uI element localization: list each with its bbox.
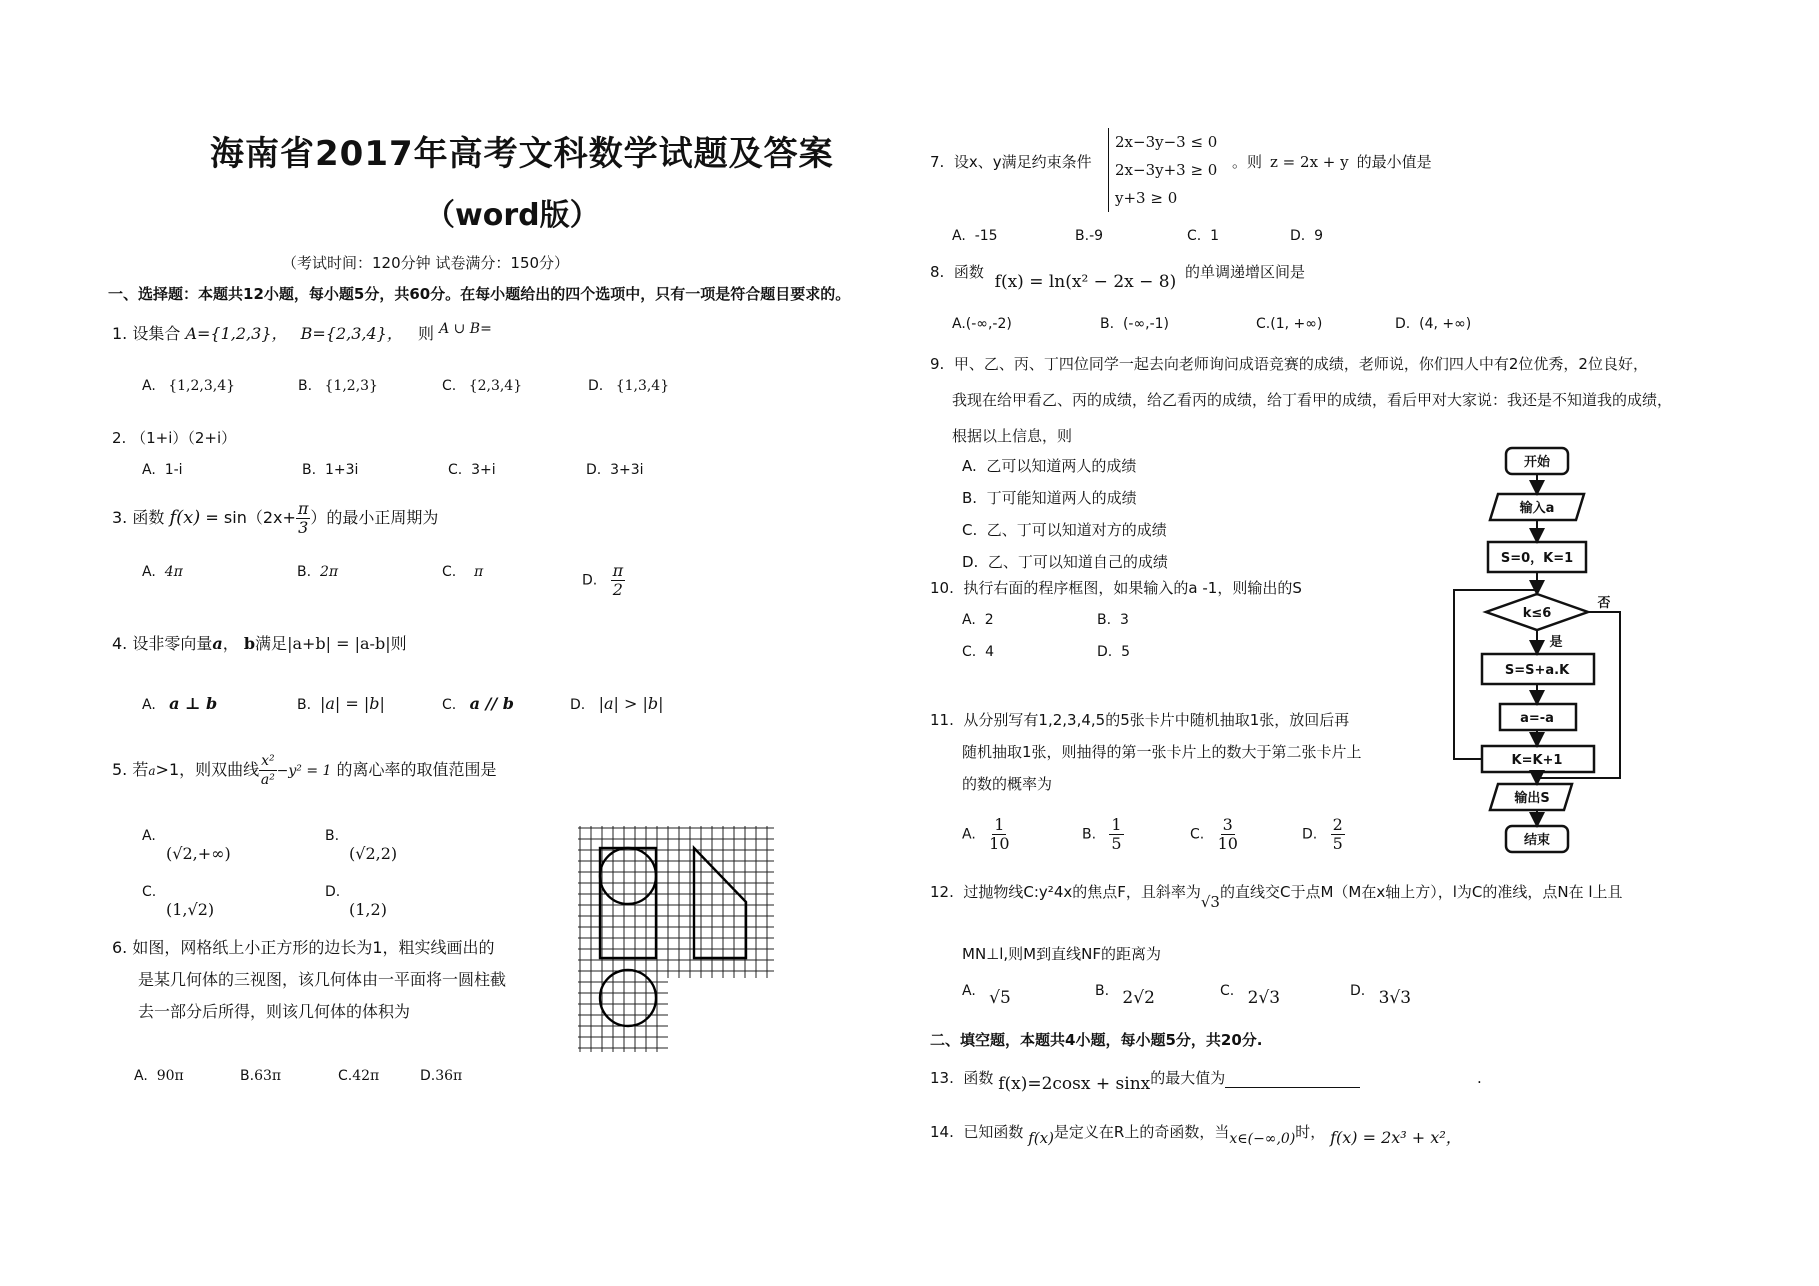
q5-option-c: C. (1,√2) [142,884,215,919]
q8-option-d: D. (4, +∞) [1395,316,1472,332]
q8-option-c: C.(1, +∞) [1256,316,1323,332]
q10-option-b: B. 3 [1097,612,1129,628]
q1-option-c: C. {2,3,4} [442,378,523,394]
q1-option-a: A. {1,2,3,4} [142,378,236,394]
q9-options [962,450,1168,578]
q7-option-b: B.-9 [1075,228,1104,244]
q12-option-b: B. 2√2 [1095,983,1155,1008]
question-9: 9. 甲、乙、丙、丁四位同学一起去向老师询问成语竞赛的成绩，老师说，你们四人中有2位优秀，2位良好， 我现在给甲看乙、丙的成绩，给乙看丙的成绩，给丁看甲的成绩，看后甲对大家说：我还是不知道我的成绩， 根据以上信息，则 [930,355,1673,445]
q2-option-c: C. 3+i [448,462,496,478]
q9-option-c: C. 乙、丁可以知道对方的成绩 [962,521,1167,539]
q7-tail: 。则 z = 2x + y 的最小值是 [1232,153,1432,171]
q10-option-c: C. 4 [962,644,995,660]
q1-option-d: D. {1,3,4} [588,378,670,394]
q3-option-a: A. 4π [142,564,183,580]
question-5: 5. 若a>1，则双曲线 $\frac{\text{x²}}{\text{a²}}$ −y² = 1 的离心率的取值范围是 [112,753,497,788]
flowchart [1448,442,1628,862]
section2-heading: 二、填空题，本题共4小题，每小题5分，共20分. [930,1031,1263,1049]
question-6: 6. 如图，网格纸上小正方形的边长为1，粗实线画出的 是某几何体的三视图，该几何体由一平面将一圆柱截 去一部分后所得，则该几何体的体积为 [112,938,507,1021]
q6-option-a: A. 90π [134,1068,184,1084]
q8-option-a: A.(-∞,-2) [952,316,1012,332]
flow-start-label: 开始 [1523,455,1551,470]
q9-option-a: A. 乙可以知道两人的成绩 [962,457,1137,475]
q7-option-d: D. 9 [1290,228,1324,244]
page-subtitle: （word版） [425,198,600,233]
q4-option-b: B. |a| = |b| [297,694,385,713]
q9-option-b: B. 丁可能知道两人的成绩 [962,489,1137,507]
q1-expr: A ∪ B= [439,321,492,337]
top-view-circle [600,970,656,1026]
q2-option-d: D. 3+3i [586,462,644,478]
flow-yes-label: 是 [1549,635,1563,650]
three-view-figure [578,826,774,1052]
q5-option-a: A. (√2,+∞) [142,828,231,863]
question-10: 10. 执行右面的程序框图，如果输入的a -1，则输出的S [930,579,1302,597]
q11-option-b: B. $\frac{1}{5}$ [1082,815,1122,853]
flow-input-label: 输入a [1519,501,1555,516]
section1-heading: 一、选择题：本题共12小题，每小题5分，共60分。在每小题给出的四个选项中，只有一项是符合题目要求的。 [108,285,851,303]
q8-func: f(x) = ln(x² − 2x − 8) [994,272,1177,292]
q2-option-a: A. 1-i [142,462,183,478]
q13-func: f(x)=2cosx + sinx [998,1074,1151,1094]
q1-set-b: B={2,3,4}， [300,324,403,343]
q4-option-a: A. a ⊥ b [142,694,218,713]
question-2: 2. （1+i）（2+i） [112,429,237,447]
flow-condition-label: k≤6 [1522,606,1552,621]
q1-num: 1. [112,324,128,343]
q4-option-d: D. |a| > |b| [570,694,664,713]
exam-info: （考试时间：120分钟 试卷满分：150分） [282,254,570,272]
side-view-outline [694,848,746,958]
q10-option-a: A. 2 [962,612,994,628]
q7-option-a: A. -15 [952,228,998,244]
q6-option-c: C.42π [338,1068,380,1084]
flow-end-label: 结束 [1523,833,1551,848]
question-7: 7. 设x、y满足约束条件 [930,153,1092,171]
q11-option-c: C. $\frac{3}{10}$ [1190,815,1238,853]
q3-func: f(x) [169,507,201,528]
q5-option-b: B. (√2,2) [325,828,398,863]
q12-option-a: A. √5 [962,983,1011,1008]
question-13: 13. 函数 f(x)=2cosx + sinx的最大值为 . [930,1069,1482,1094]
front-view-circle [600,848,656,904]
q12-line2: MN⊥l,则M到直线NF的距离为 [962,945,1161,963]
q1-tail: 则 [417,324,434,343]
q6-option-b: B.63π [240,1068,282,1084]
question-8: 8. 函数 f(x) = ln(x² − 2x − 8) 的单调递增区间是 [930,263,1306,292]
q11-option-a: A. $\frac{1}{10}$ [962,815,1010,853]
q3-option-d: D. $\frac{\pi}{2}$ [582,561,624,599]
flow-output-label: 输出S [1514,791,1550,806]
flow-no-label: 否 [1597,596,1611,611]
q2-option-b: B. 1+3i [302,462,359,478]
question-14: 14. 已知函数 f(x)是定义在R上的奇函数，当x∈(−∞,0)时， f(x) = 2x³ + x²， [930,1123,1462,1147]
question-3: 3. 函数 f(x) = sin（2x+ $\frac{\pi}{3}$ ）的最小正周期为 [112,499,439,537]
q12-option-c: C. 2√3 [1220,983,1281,1008]
q6-option-d: D.36π [420,1068,463,1084]
q3-option-b: B. 2π [297,564,339,580]
flow-step1-label: S=S+a.K [1504,663,1570,678]
q11-option-d: D. $\frac{2}{5}$ [1302,815,1343,853]
q1-set-a: A={1,2,3}， [185,324,288,343]
q5-option-d: D. (1,2) [325,884,387,919]
q8-option-b: B. (-∞,-1) [1100,316,1170,332]
q10-option-d: D. 5 [1097,644,1131,660]
q1-stem: 设集合 [132,324,181,343]
q13-answer-blank [1225,1071,1360,1088]
flow-init-label: S=0，K=1 [1500,551,1574,566]
q7-option-c: C. 1 [1187,228,1220,244]
q1-option-b: B. {1,2,3} [298,378,378,394]
question-4: 4. 设非零向量a， b满足|a+b| = |a-b|则 [112,634,407,653]
question-12: 12. 过抛物线C:y²4x的焦点F，且斜率为√3的直线交C于点M（M在x轴上方），l为C的准线，点N在 l上且 [930,883,1623,911]
q7-constraints: 2x−3y−3 ≤ 0 2x−3y+3 ≥ 0 y+3 ≥ 0 [1108,128,1217,212]
q3-option-c: C. π [442,564,484,580]
page-title: 海南省2017年高考文科数学试题及答案 [210,134,834,174]
q4-option-c: C. a // b [442,694,514,713]
question-11: 11. 从分别写有1,2,3,4,5的5张卡片中随机抽取1张，放回后再 随机抽取1张，则抽得的第一张卡片上的数大于第二张卡片上 的数的概率为 [930,711,1362,793]
question-1 [112,321,492,345]
flow-step3-label: K=K+1 [1511,753,1563,768]
flow-step2-label: a=-a [1520,711,1554,726]
q2-stem: （1+i）（2+i） [131,429,237,447]
q9-option-d: D. 乙、丁可以知道自己的成绩 [962,553,1168,571]
q12-option-d: D. 3√3 [1350,983,1412,1008]
